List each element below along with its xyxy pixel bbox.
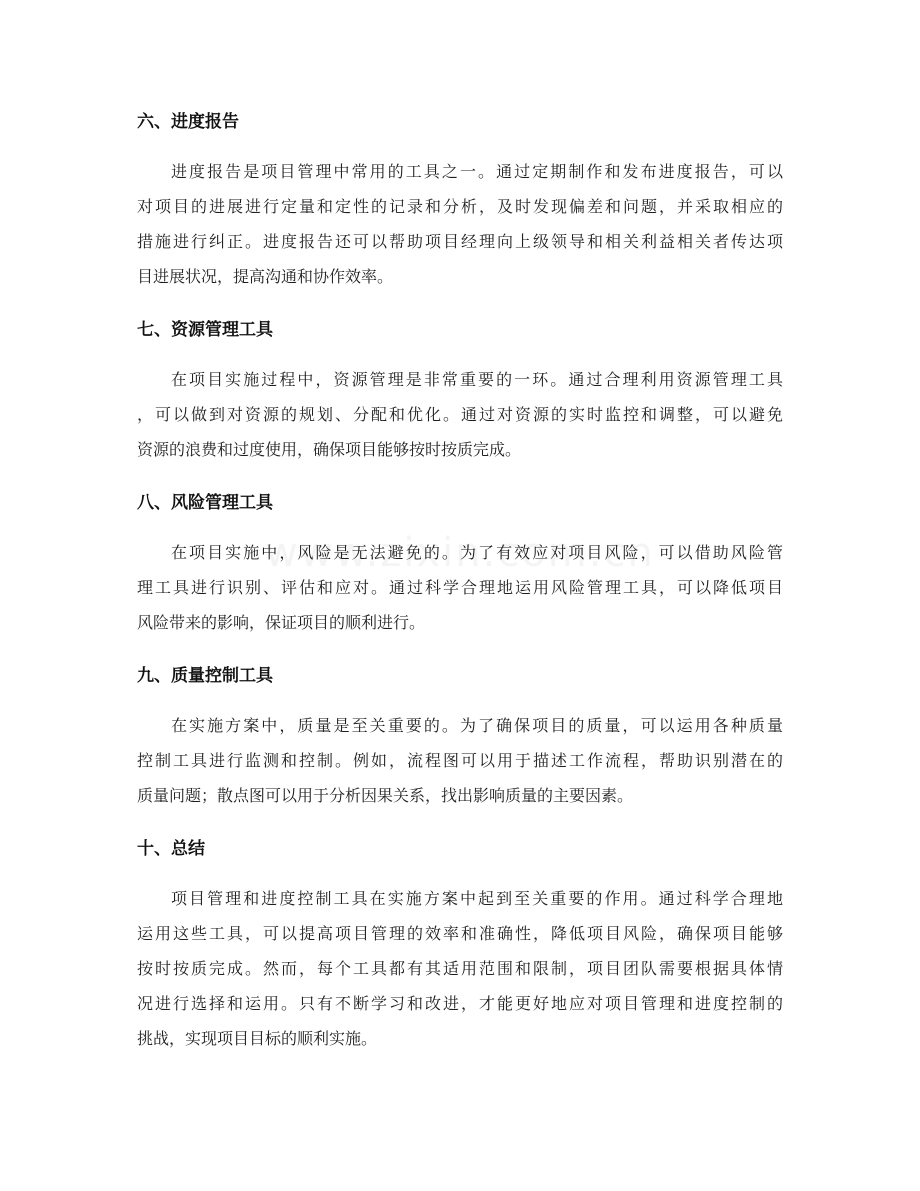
paragraph-line: 进度报告是项目管理中常用的工具之一。通过定期制作和发布进度报告，可以 [171,162,783,181]
paragraph-line: 理工具进行识别、评估和应对。通过科学合理地运用风险管理工具，可以降低项目 [137,578,783,597]
paragraph-line: 在项目实施过程中，资源管理是非常重要的一环。通过合理利用资源管理工具 [171,370,783,389]
section-paragraph-risk-management [137,535,783,640]
paragraph-line: 运用这些工具，可以提高项目管理的效率和准确性，降低项目风险，确保项目能够 [137,924,783,943]
paragraph-line: 在实施方案中，质量是至关重要的。为了确保项目的质量，可以运用各种质量 [171,716,783,735]
section-heading-risk-management: 八、风险管理工具 [137,493,273,513]
paragraph-line: 措施进行纠正。进度报告还可以帮助项目经理向上级领导和相关利益相关者传达项 [137,232,783,251]
paragraph-line: 对项目的进展进行定量和定性的记录和分析，及时发现偏差和问题，并采取相应的 [137,197,783,216]
paragraph-line: 在项目实施中，风险是无法避免的。为了有效应对项目风险，可以借助风险管 [171,543,783,562]
paragraph-line: ，可以做到对资源的规划、分配和优化。通过对资源的实时监控和调整，可以避免 [137,405,783,424]
paragraph-line: 资源的浪费和过度使用，确保项目能够按时按质完成。 [137,440,522,459]
paragraph-line: 风险带来的影响，保证项目的顺利进行。 [137,613,426,632]
paragraph-line: 项目管理和进度控制工具在实施方案中起到至关重要的作用。通过科学合理地 [171,889,783,908]
section-heading-summary: 十、总结 [137,839,205,859]
paragraph-line: 质量问题；散点图可以用于分析因果关系，找出影响质量的主要因素。 [137,786,634,805]
section-heading-progress-report: 六、进度报告 [137,112,239,132]
section-paragraph-resource-management [137,362,783,467]
section-paragraph-quality-control [137,708,783,813]
document-body [137,105,783,1075]
section-paragraph-summary [137,881,783,1056]
section-paragraph-progress-report [137,154,783,294]
section-heading-quality-control: 九、质量控制工具 [137,666,273,686]
paragraph-line: 目进展状况，提高沟通和协作效率。 [137,267,394,286]
paragraph-line: 挑战，实现项目目标的顺利实施。 [137,1029,378,1048]
section-heading-resource-management: 七、资源管理工具 [137,320,273,340]
paragraph-line: 控制工具进行监测和控制。例如，流程图可以用于描述工作流程，帮助识别潜在的 [137,751,783,770]
paragraph-line: 按时按质完成。然而，每个工具都有其适用范围和限制，项目团队需要根据具体情 [137,959,783,978]
paragraph-line: 况进行选择和运用。只有不断学习和改进，才能更好地应对项目管理和进度控制的 [137,994,783,1013]
